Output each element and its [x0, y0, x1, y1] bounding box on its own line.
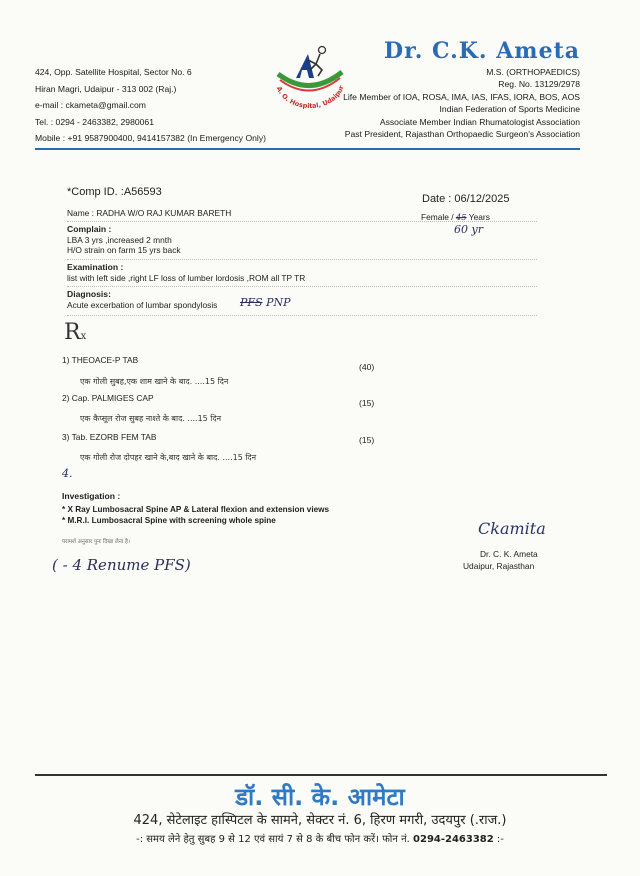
examination-underline [67, 286, 537, 287]
examination-text: list with left side ,right LF loss of lumber lordosis ,ROM all TP TR [67, 273, 306, 283]
struck-diagnosis: PFS [240, 296, 263, 309]
gender-label: Female / [421, 212, 454, 222]
header-divider [35, 148, 580, 150]
qualification-2: Reg. No. 13129/2978 [498, 79, 580, 90]
rx-symbol: Rx [64, 320, 87, 345]
medicine-1-instruction: एक गोली सुबह,एक शाम खाने के बाद. ....15 दिन [80, 377, 229, 386]
medicine-1-name: 1) THEOACE-P TAB [62, 355, 139, 365]
struck-age: 45 [455, 212, 467, 222]
handwritten-diagnosis [240, 296, 291, 309]
medicine-2-instruction: एक कैप्सूल रोज सुबह नाश्ते के बाद. ....15 दिन [80, 414, 222, 423]
handwritten-diagnosis-text: PNP [266, 296, 291, 309]
investigation-item-2: * M.R.I. Lumbosacral Spine with screening whole spine [62, 516, 276, 525]
prescription-date: Date : 06/12/2025 [422, 193, 510, 205]
complain-line-2: H/O strain on farm 15 yrs back [67, 245, 181, 255]
investigation-item-1: * X Ray Lumbosacral Spine AP & Lateral flexion and extension views [62, 505, 330, 514]
qualification-6: Past President, Rajasthan Orthopaedic Surgeon's Association [344, 129, 580, 140]
examination-label: Examination : [67, 262, 124, 272]
medicine-3-qty: (15) [359, 435, 375, 445]
doctor-name-heading: Dr. C.K. Ameta [384, 38, 580, 64]
footer-address: 424, सेटेलाइट हास्पिटल के सामने, सेक्टर नं. 6, हिरण मगरी, उदयपुर (.राज.) [133, 813, 507, 828]
signature-name: Dr. C. K. Ameta [480, 549, 538, 559]
clinic-address-block [35, 64, 266, 147]
complain-line-1: LBA 3 yrs ,increased 2 mnth [67, 235, 172, 245]
patient-name: Name : RADHA W/O RAJ KUMAR BARETH [67, 208, 232, 218]
handwritten-note: ( - 4 Renume PFS) [52, 556, 191, 574]
footer-timing-text: -: समय लेने हेतु सुबह 9 से 12 एवं सायं 7 से 8 के बीच फोन करें। फोन नं. [136, 834, 410, 845]
qualification-5: Associate Member Indian Rhumatologist Association [379, 116, 580, 127]
rx-letter: R [64, 320, 81, 345]
qualification-1: M.S. (ORTHOPAEDICS) [486, 67, 580, 77]
signature-scribble: Ckamita [478, 519, 546, 538]
telephone-line: Tel. : 0294 - 2463382, 2980061 [35, 116, 154, 127]
footer-timing-end: :- [496, 834, 504, 845]
medicine-2-name: 2) Cap. PALMIGES CAP [62, 393, 154, 403]
qualification-3: Life Member of IOA, ROSA, IMA, IAS, IFAS, IORA, BOS, AOS [343, 91, 580, 102]
mobile-line: Mobile : +91 9587900400, 9414157382 (In Emergency Only) [35, 133, 266, 143]
logo-text: A. O. Hospital, Udaipur [274, 84, 346, 110]
email-line: e-mail : ckameta@gmail.com [35, 100, 146, 110]
handwritten-age: 60 yr [454, 223, 483, 236]
qualifications-block [343, 66, 580, 140]
medicine-1-qty: (40) [359, 362, 375, 372]
hospital-logo [270, 40, 350, 110]
signature-place: Udaipur, Rajasthan [463, 561, 535, 571]
footer-divider [35, 774, 607, 776]
complain-underline [67, 259, 537, 260]
handwritten-item-4: 4. [62, 467, 73, 480]
diagnosis-underline [67, 315, 537, 316]
advice-note: परामर्श अनुसार पुनः दिखा लेना है। [62, 539, 130, 545]
footer-doctor-name: डॉ. सी. के. आमेटा [235, 783, 405, 811]
investigation-label: Investigation : [62, 491, 121, 501]
medicine-3-instruction: एक गोली रोज दोपहर खाने के,बाद खाने के बाद. ....15 दिन [80, 453, 257, 462]
medicine-2-qty: (15) [359, 398, 375, 408]
footer-phone: 0294-2463382 [413, 834, 494, 845]
diagnosis-text: Acute excerbation of lumbar spondylosis [67, 300, 218, 310]
address-line-2: Hiran Magri, Udaipur - 313 002 (Raj.) [35, 83, 177, 94]
comp-id: *Comp ID. :A56593 [67, 186, 162, 198]
years-label: Years [468, 212, 490, 222]
medicine-3-name: 3) Tab. EZORB FEM TAB [62, 432, 157, 442]
patient-gender-age [421, 212, 490, 222]
footer-timing [0, 831, 640, 845]
address-line-1: 424, Opp. Satellite Hospital, Sector No. 6 [35, 67, 192, 77]
complain-label: Complain : [67, 224, 112, 234]
diagnosis-label: Diagnosis: [67, 289, 111, 299]
qualification-4: Indian Federation of Sports Medicine [439, 104, 580, 115]
